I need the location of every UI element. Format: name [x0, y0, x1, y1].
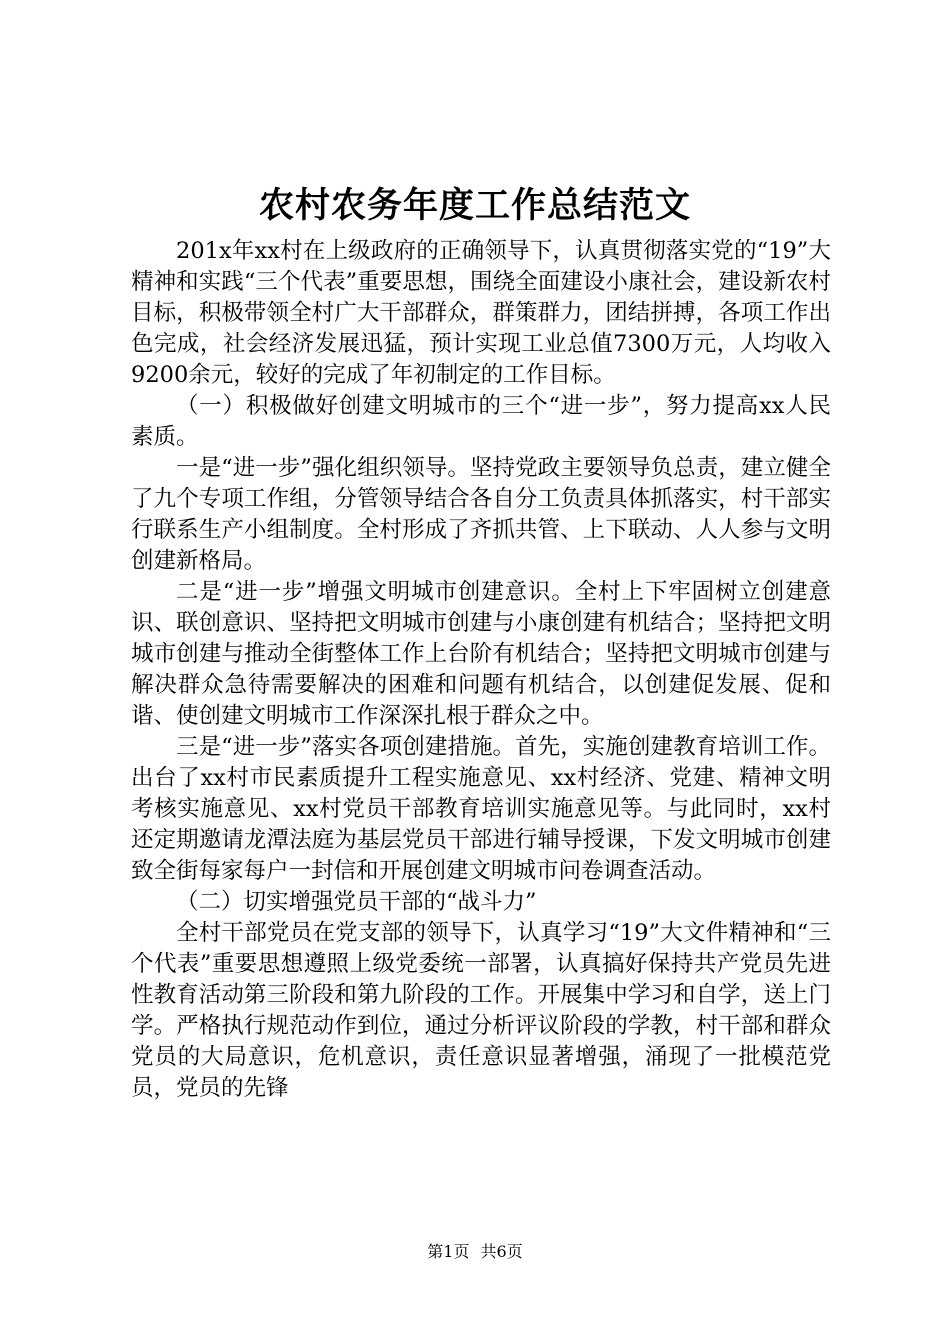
paragraph-item-2: 二是“进一步”增强文明城市创建意识。全村上下牢固树立创建意识、联创意识、坚持把文明城市创建与小康创建有机结合；坚持把文明城市创建与推动全街整体工作上台阶有机结合；坚持把文明城市创建与解决群众急待需要解决的困难和问题有机结合，以创建促发展、促和谐、使创建文明城市工作深深扎根于群众之中。 [131, 579, 831, 729]
paragraph-section-1-heading: （一）积极做好创建文明城市的三个“进一步”，努力提高xx人民素质。 [131, 393, 831, 450]
paragraph-section-2-heading: （二）切实增强党员干部的“战斗力” [176, 889, 537, 915]
page-footer [0, 1240, 950, 1264]
paragraph-item-1: 一是“进一步”强化组织领导。坚持党政主要领导负总责，建立健全了九个专项工作组，分管领导结合各自分工负责具体抓落实，村干部实行联系生产小组制度。全村形成了齐抓共管、上下联动、人人参与文明创建新格局。 [131, 455, 831, 574]
paragraph-item-3: 三是“进一步”落实各项创建措施。首先，实施创建教育培训工作。出台了xx村市民素质提升工程实施意见、xx村经济、党建、精神文明考核实施意见、xx村党员干部教育培训实施意见等。与此同时，xx村还定期邀请龙潭法庭为基层党员干部进行辅导授课，下发文明城市创建致全街每家每户一封信和开展创建文明城市问卷调查活动。 [131, 734, 831, 884]
paragraph-section-2-body: 全村干部党员在党支部的领导下，认真学习“19”大文件精神和“三个代表”重要思想遵照上级党委统一部署，认真搞好保持共产党员先进性教育活动第三阶段和第九阶段的工作。开展集中学习和自学，送上门学。严格执行规范动作到位，通过分析评议阶段的学教，村干部和群众党员的大局意识，危机意识，责任意识显著增强，涌现了一批模范党员，党员的先锋 [131, 920, 831, 1101]
paragraph-intro: 201x年xx村在上级政府的正确领导下，认真贯彻落实党的“19”大精神和实践“三个代表”重要思想，围绕全面建设小康社会，建设新农村目标，积极带领全村广大干部群众，群策群力，团结拼搏，各项工作出色完成，社会经济发展迅猛，预计实现工业总值7300万元，人均收入9200余元，较好的完成了年初制定的工作目标。 [131, 238, 831, 388]
page-number: 第1页 [427, 1242, 470, 1261]
page-total: 共6页 [480, 1242, 523, 1261]
document-body [131, 236, 831, 1104]
document-title: 农村农务年度工作总结范文 [258, 185, 691, 226]
